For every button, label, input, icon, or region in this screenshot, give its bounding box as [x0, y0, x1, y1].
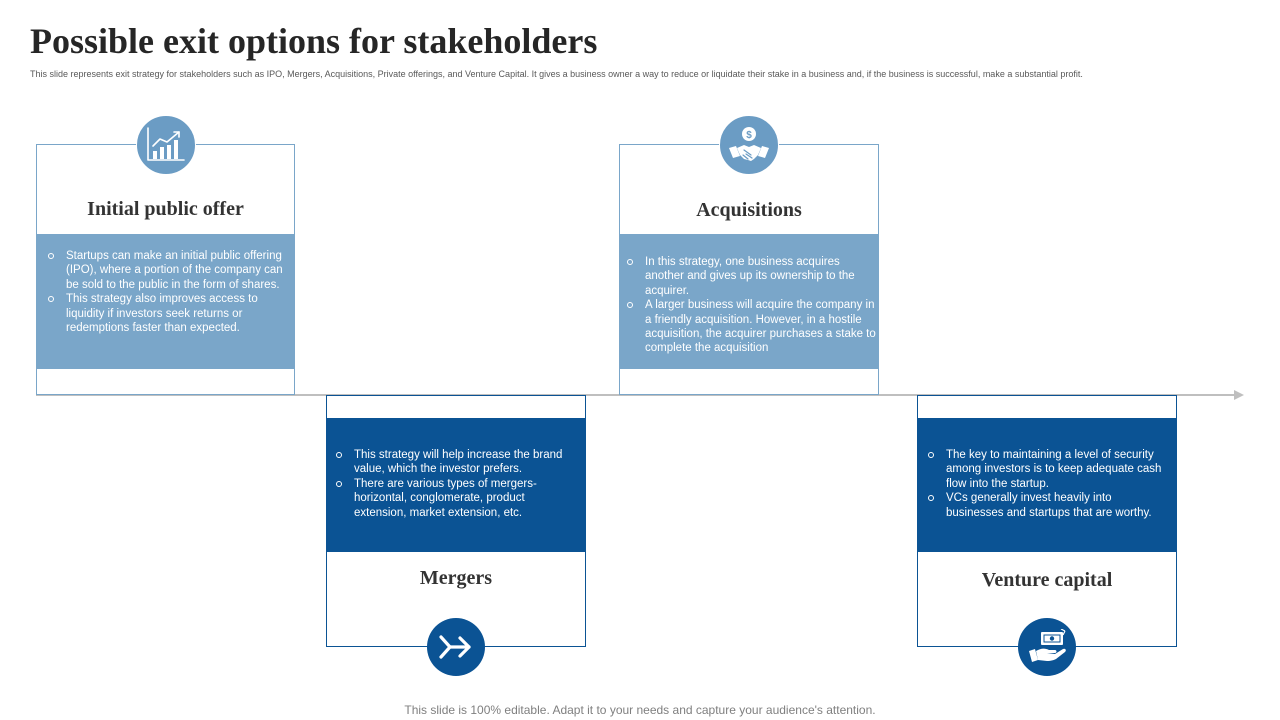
venture-body — [917, 418, 1177, 552]
venture-icon-circle — [1018, 618, 1076, 676]
mergers-title: Mergers — [419, 567, 493, 589]
ipo-body — [36, 234, 295, 369]
list-item: A larger business will acquire the company in a friendly acquisition. However, in a hostile acquisition, the acquirer purchases a stake to complete the acquisition — [626, 298, 877, 356]
list-item: Startups can make an initial public offering (IPO), where a portion of the company can be sold to the public in the form of shares. — [47, 249, 283, 292]
list-item: This strategy also improves access to liquidity if investors seek returns or redemptions faster than expected. — [47, 292, 283, 335]
list-item: VCs generally invest heavily into businesses and startups that are worthy. — [927, 491, 1167, 520]
ipo-icon-circle — [136, 115, 196, 175]
acquisitions-bullets — [626, 255, 877, 356]
venture-card — [917, 395, 1177, 647]
page-subtitle: This slide represents exit strategy for stakeholders such as IPO, Mergers, Acquisitions, Private offerings, and Venture Capital. It gives a business owner a way to reduce or liquidate their stake in a business and, if the business is successful, make a substantial profit. — [30, 69, 1083, 79]
timeline-arrowhead — [1234, 390, 1244, 400]
list-item: The key to maintaining a level of security among investors is to keep adequate cash flow into the startup. — [927, 448, 1167, 491]
list-item: This strategy will help increase the brand value, which the investor prefers. — [335, 448, 574, 477]
page-title: Possible exit options for stakeholders — [30, 21, 598, 61]
svg-text:$: $ — [746, 130, 752, 141]
ipo-card — [36, 144, 295, 395]
merge-arrows-icon — [438, 632, 474, 662]
acquisitions-body — [619, 234, 879, 369]
venture-title: Venture capital — [981, 569, 1113, 591]
list-item: In this strategy, one business acquires another and gives up its ownership to the acquirer. — [626, 255, 877, 298]
mergers-card — [326, 395, 586, 647]
cash-in-hand-icon — [1027, 629, 1067, 665]
venture-bullets — [927, 448, 1167, 520]
footer-note: This slide is 100% editable. Adapt it to your needs and capture your audience's attention. — [404, 703, 876, 717]
mergers-icon-circle — [427, 618, 485, 676]
acquisitions-card — [619, 144, 879, 395]
list-item: There are various types of mergers- horizontal, conglomerate, product extension, market extension, etc. — [335, 477, 574, 520]
growth-chart-icon — [146, 126, 186, 164]
ipo-bullets — [47, 249, 283, 335]
mergers-bullets — [335, 448, 574, 520]
handshake-dollar-icon — [727, 124, 771, 166]
acquisitions-title: Acquisitions — [696, 199, 802, 221]
acquisitions-icon-circle — [719, 115, 779, 175]
mergers-body — [326, 418, 586, 552]
ipo-title: Initial public offer — [87, 198, 244, 220]
